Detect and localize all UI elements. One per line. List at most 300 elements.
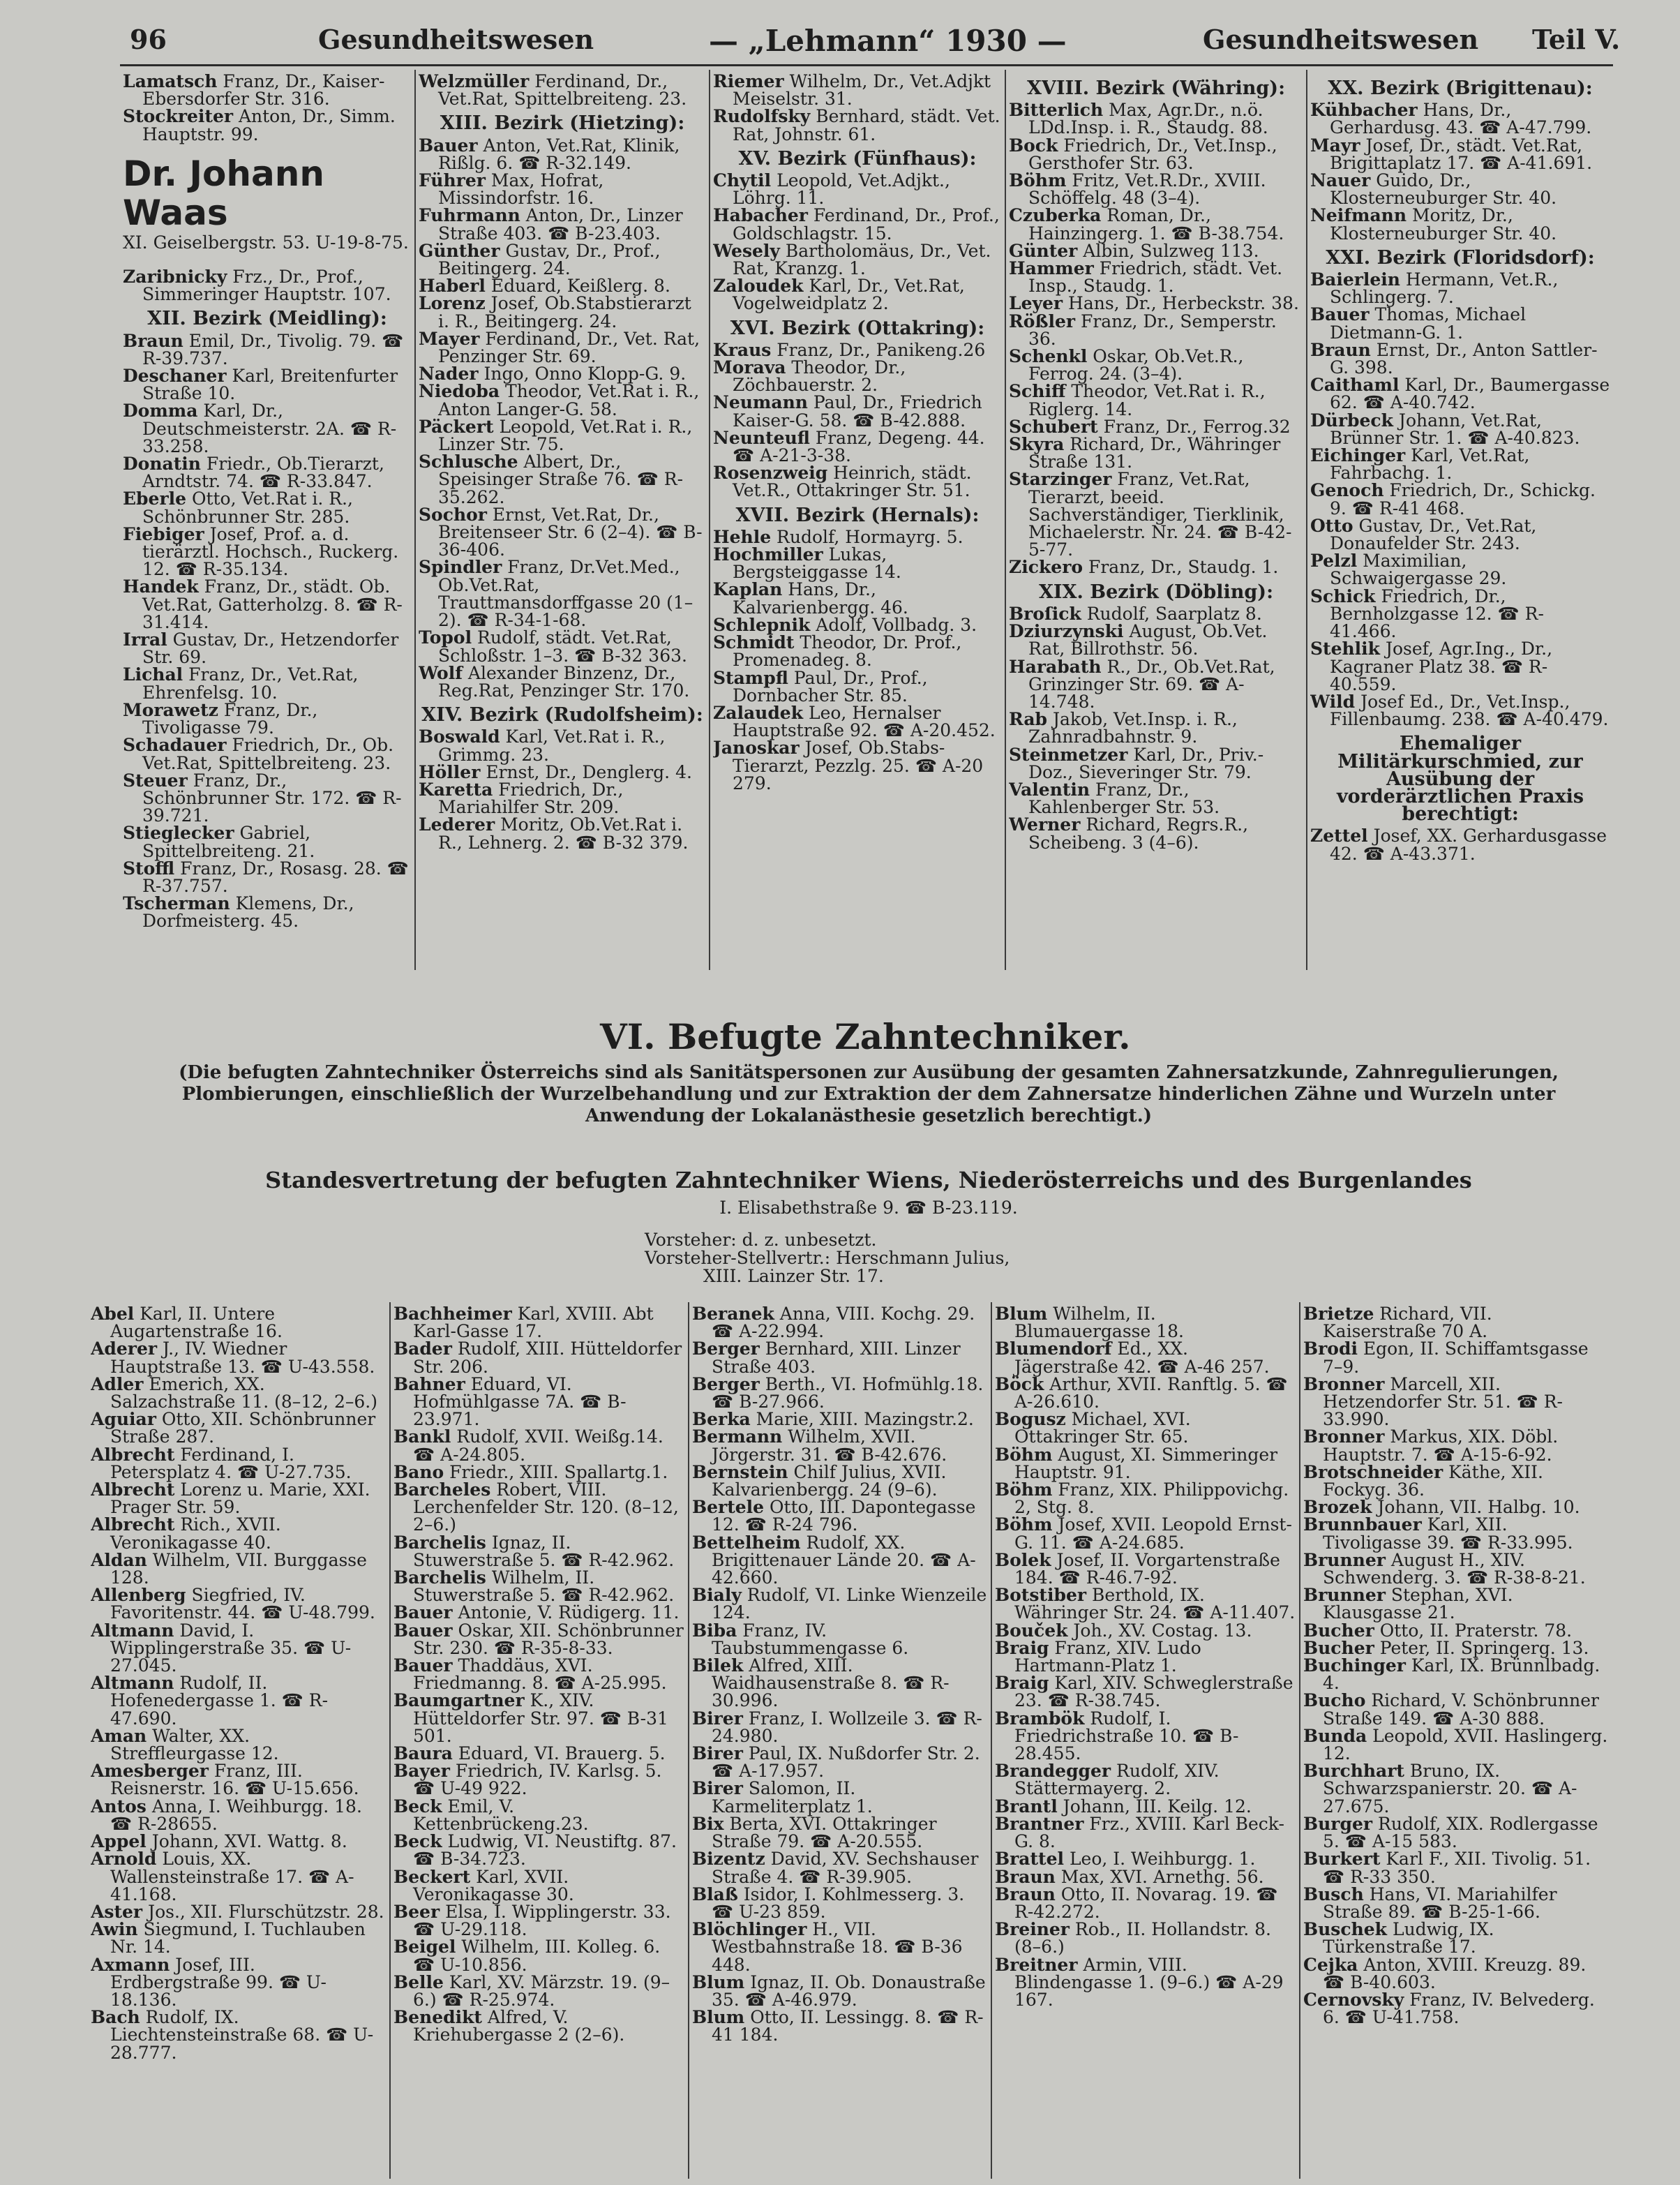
entry-details: Wilhelm, II. Blumauergasse 18. (1014, 1305, 1184, 1342)
entry-surname: Starzinger (1009, 469, 1112, 490)
entry-surname: Morawetz (123, 699, 218, 720)
entry-surname: Bogusz (995, 1409, 1066, 1430)
directory-entry (995, 1305, 1296, 1340)
directory-entry (393, 1762, 685, 1797)
directory-entry (1310, 588, 1610, 641)
entry-surname: Schmidt (713, 632, 795, 653)
bottom-column-5 (1303, 1305, 1610, 2177)
entry-surname: Schiff (1009, 381, 1066, 402)
entry-surname: Leyer (1009, 293, 1063, 314)
directory-entry (692, 1428, 988, 1463)
directory-entry (1310, 205, 1610, 244)
entry-details: Elsa, I. Wipplingerstr. 33. ☎ U-29.118. (413, 1901, 671, 1940)
entry-surname: Bano (393, 1461, 444, 1482)
entry-surname: Beranek (692, 1305, 774, 1324)
directory-entry (713, 107, 1002, 142)
entry-surname: Berger (692, 1373, 760, 1394)
entry-details: Otto, Vet.Rat i. R., Schönbrunner Str. 285. (142, 489, 353, 527)
directory-entry (1310, 552, 1610, 587)
directory-entry (692, 1410, 988, 1428)
entry-details: Rudolf, VI. Linke Wienzeile 124. (712, 1585, 987, 1623)
association-chair: Vorsteher: d. z. unbesetzt. (645, 1230, 877, 1250)
entry-surname: Brietze (1303, 1305, 1374, 1324)
entry-details: Karl, Vet.Rat i. R., Grimmg. 23. (438, 726, 666, 765)
bottom-column-2 (393, 1305, 685, 2177)
entry-details: Berthold, IX. Währinger Str. 24. ☎ A-11.407. (1014, 1585, 1296, 1623)
entry-surname: Schick (1310, 586, 1376, 606)
entry-surname: Höller (419, 761, 481, 782)
directory-entry (713, 242, 1002, 277)
entry-surname: Zalaudek (713, 702, 804, 723)
entry-surname: Günther (419, 240, 500, 261)
entry-details: XI. Geiselbergstr. 53. U-19-8-75. (123, 232, 409, 253)
entry-surname: Führer (419, 170, 486, 191)
directory-entry (692, 1463, 988, 1498)
entry-surname: Braig (995, 1673, 1049, 1694)
entry-surname: Beckert (393, 1866, 471, 1887)
entry-details: Josef, II. Vorgartenstraße 184. ☎ R-46.7-92. (1014, 1549, 1280, 1588)
entry-surname: Belle (393, 1971, 444, 1992)
directory-entry (713, 341, 1002, 359)
directory-entry (1009, 435, 1303, 470)
entry-details: August H., XIV. Schwenderg. 3. ☎ R-38-8-21. (1323, 1549, 1586, 1588)
directory-entry (995, 1762, 1296, 1797)
directory-entry (123, 772, 412, 825)
entry-surname: Berger (692, 1338, 760, 1359)
directory-entry (393, 1428, 685, 1463)
entry-details: Franz, Dr., Schönbrunner Str. 172. ☎ R-39.721. (142, 770, 402, 826)
entry-details: Ed., XX. Jägerstraße 42. ☎ A-46 257. (1014, 1338, 1270, 1377)
directory-entry (1303, 1428, 1610, 1463)
entry-details: Wilhelm, XVII. Jörgerstr. 31. ☎ B-42.676. (712, 1426, 947, 1465)
directory-entry (419, 781, 706, 816)
directory-entry (692, 1586, 988, 1621)
entry-surname: Genoch (1310, 480, 1384, 501)
entry-details: Ernst, Vet.Rat, Dr., Breitenseer Str. 6 (2–4). ☎ B-36-406. (438, 504, 703, 560)
entry-surname: Braun (1310, 339, 1371, 360)
entry-surname: Barchelis (393, 1567, 486, 1588)
entry-surname: Brunner (1303, 1549, 1386, 1570)
entry-surname: Burkert (1303, 1849, 1381, 1870)
directory-entry (1303, 1551, 1610, 1586)
entry-details: H., VII. Westbahnstraße 18. ☎ B-36 448. (712, 1919, 963, 1975)
entry-surname: Dziurzynski (1009, 621, 1124, 642)
directory-entry (419, 294, 706, 329)
entry-surname: Eberle (123, 489, 187, 509)
entry-details: R., Dr., Ob.Vet.Rat, Grinzinger Str. 69. ☎ A-14.748. (1028, 656, 1275, 712)
entry-details: David, I. Wipplingerstraße 35. ☎ U-27.045. (110, 1620, 352, 1676)
entry-surname: Wesely (713, 240, 780, 261)
entry-surname: Hammer (1009, 258, 1094, 279)
entry-surname: Böhm (995, 1514, 1053, 1535)
entry-details: Heinrich, städt. Vet.R., Ottakringer Str. 51. (733, 463, 972, 501)
directory-entry (1310, 412, 1610, 447)
bottom-column-1 (91, 1305, 387, 2177)
top-column-2 (419, 73, 706, 970)
directory-entry (995, 1375, 1296, 1410)
entry-details: Josef, Agr.Ing., Dr., Kagraner Platz 38. ☎ R-40.559. (1330, 639, 1553, 694)
entry-details: Theodor, Vet.Rat i. R., Riglerg. 14. (1028, 381, 1266, 419)
directory-entry (1310, 376, 1610, 411)
directory-entry (995, 1956, 1296, 2009)
entry-surname: Beer (393, 1901, 440, 1922)
entry-surname: Spindler (419, 557, 502, 578)
directory-entry (123, 701, 412, 736)
entry-surname: Wild (1310, 691, 1356, 712)
entry-details: Gustav, Dr., Vet.Rat, Donaufelder Str. 243. (1330, 515, 1537, 554)
directory-entry (995, 1586, 1296, 1621)
entry-surname: Birer (692, 1708, 743, 1729)
entry-surname: Skyra (1009, 434, 1065, 455)
entry-details: Johann, Vet.Rat, Brünner Str. 1. ☎ A-40.823. (1330, 410, 1580, 448)
district-heading: XII. Bezirk (Meidling): (147, 308, 387, 330)
directory-entry (1303, 1498, 1610, 1516)
entry-details: Fritz, Vet.R.Dr., XVIII. Schöffelg. 48 (3–4). (1028, 170, 1266, 209)
directory-entry (1310, 827, 1610, 862)
entry-details: Friedrich, städt. Vet. Insp., Staudg. 1. (1028, 258, 1283, 297)
directory-entry (1009, 294, 1303, 312)
entry-details: Josef, Ob.Stabs-Tierarzt, Pezzlg. 25. ☎ A-20 279. (733, 738, 984, 793)
entry-surname: Welzmüller (419, 73, 530, 91)
directory-entry (123, 332, 412, 367)
entry-details: Ernst, Dr., Denglerg. 4. (480, 761, 692, 782)
entry-surname: Brunnbauer (1303, 1514, 1422, 1535)
entry-surname: Bader (393, 1338, 452, 1359)
entry-details: Maximilian, Schwaigergasse 29. (1330, 551, 1507, 589)
entry-details: Berth., VI. Hofmühlg.18. ☎ B-27.966. (712, 1373, 984, 1412)
entry-surname: Bronner (1303, 1373, 1385, 1394)
entry-surname: Lorenz (419, 293, 486, 314)
entry-surname: Bauer (1310, 304, 1370, 325)
entry-details: Klemens, Dr., Dorfmeisterg. 45. (142, 893, 354, 932)
entry-surname: Chytil (713, 170, 772, 191)
entry-details: Franz, Dr., Ferrog.32 (1097, 416, 1291, 437)
entry-surname: Kraus (713, 339, 772, 360)
directory-entry (692, 1850, 988, 1885)
directory-entry (692, 1921, 988, 1974)
entry-surname: Beigel (393, 1937, 456, 1957)
entry-details: Arthur, XVII. Ranftlg. 5. ☎ A-26.610. (1014, 1373, 1288, 1412)
directory-entry (1303, 1639, 1610, 1657)
directory-entry (995, 1886, 1296, 1921)
entry-details: Karl, Dr., Baumergasse 62. ☎ A-40.742. (1330, 375, 1610, 413)
entry-surname: Morava (713, 357, 786, 378)
entry-surname: Braig (995, 1637, 1049, 1658)
entry-surname: Zickero (1009, 557, 1083, 578)
entry-details: Siegfried, IV. Favoritenstr. 44. ☎ U-48.799. (110, 1585, 375, 1623)
entry-details: Hermann, Vet.R., Schlingerg. 7. (1330, 269, 1559, 308)
entry-details: Eduard, VI. Brauerg. 5. (452, 1743, 666, 1764)
entry-details: Theodor, Vet.Rat i. R., Anton Langer-G. 58. (438, 381, 700, 419)
entry-surname: Schlusche (419, 452, 518, 472)
directory-entry (1303, 1921, 1610, 1955)
directory-entry (393, 1938, 685, 1973)
entry-surname: Aguiar (91, 1409, 156, 1430)
entry-surname: Broſick (1009, 603, 1081, 624)
directory-entry (123, 268, 412, 303)
directory-entry (713, 429, 1002, 464)
entry-details: Frz., Dr., Prof., Simmeringer Hauptstr. 107. (142, 267, 391, 305)
directory-entry (692, 1778, 988, 1817)
directory-entry (123, 578, 412, 631)
entry-surname: Braun (995, 1884, 1056, 1904)
entry-details: Wilhelm, II. Stuwerstraße 5. ☎ R-42.962. (413, 1567, 675, 1606)
entry-surname: Stoffl (123, 858, 175, 879)
entry-details: Gabriel, Spittelbreiteng. 21. (142, 823, 315, 861)
entry-surname: Bronner (1303, 1426, 1385, 1447)
entry-details: David, XV. Sechshauser Straße 4. ☎ R-39.905. (712, 1849, 979, 1887)
column-divider (389, 1302, 391, 2179)
entry-surname: Bucher (1303, 1620, 1374, 1641)
directory-entry (419, 506, 706, 559)
entry-surname: Busch (1303, 1884, 1364, 1904)
directory-entry (692, 2008, 988, 2043)
top-column-4 (1009, 73, 1303, 970)
entry-details: Otto, II. Praterstr. 78. (1374, 1620, 1573, 1641)
entry-details: Anna, VIII. Kochg. 29. ☎ A-22.994. (712, 1305, 975, 1342)
directory-entry (1303, 1727, 1610, 1762)
directory-entry (393, 1534, 685, 1569)
entry-details: Alfred, V. Kriehubergasse 2 (2–6). (413, 2007, 625, 2045)
column-divider (1005, 70, 1006, 970)
entry-surname: Bauer (393, 1620, 453, 1641)
entry-details: Bruno, IX. Schwarzspanierstr. 20. ☎ A-27.675. (1323, 1761, 1577, 1817)
entry-details: Franz, Dr., Kaiser-Ebersdorfer Str. 316. (142, 73, 385, 110)
entry-details: Johann, VII. Halbg. 10. (1372, 1497, 1580, 1518)
directory-entry (1310, 341, 1610, 376)
entry-details: K., XIV. Hütteldorfer Str. 97. ☎ B-31 501. (413, 1690, 668, 1746)
entry-details: Stephan, XVI. Klausgasse 21. (1323, 1585, 1513, 1623)
entry-surname: Bitterlich (1009, 100, 1104, 121)
directory-entry (692, 1498, 988, 1533)
entry-surname: Burger (1303, 1813, 1373, 1834)
entry-surname: Bucher (1303, 1637, 1374, 1658)
directory-entry (1303, 1762, 1610, 1815)
entry-surname: Schubert (1009, 416, 1098, 437)
directory-entry (393, 2008, 685, 2043)
directory-entry (713, 581, 1002, 616)
entry-details: Rudolf, XVII. Weißg.14. ☎ A-24.805. (413, 1426, 663, 1465)
entry-details: Hans, VI. Mariahilfer Straße 89. ☎ B-25-1-66. (1323, 1884, 1557, 1922)
directory-entry (713, 205, 1002, 244)
directory-entry (393, 1903, 685, 1938)
directory-entry (692, 1745, 988, 1780)
directory-entry (393, 1375, 685, 1429)
entry-surname: Habacher (713, 205, 808, 226)
entry-surname: Brunner (1303, 1585, 1386, 1606)
directory-entry (123, 107, 412, 142)
directory-entry (419, 137, 706, 172)
directory-entry (995, 1815, 1296, 1850)
entry-surname: Zaribnicky (123, 267, 227, 288)
entry-details: Guido, Dr., Klosterneuburger Str. 40. (1330, 170, 1557, 209)
entry-details: Ingo, Onno Klopp-G. 9. (478, 364, 687, 385)
entry-surname: Birer (692, 1778, 743, 1799)
directory-entry (123, 631, 412, 666)
directory-entry (692, 1305, 988, 1340)
entry-details: Franz, XIX. Philippovichg. 2, Stg. 8. (1014, 1479, 1289, 1518)
entry-details: Richard, Regrs.R., Scheibeng. 3 (4–6). (1028, 814, 1249, 853)
entry-details: Ferdinand, I. Petersplatz 4. ☎ U-27.735. (110, 1444, 352, 1482)
entry-surname: Böhm (1009, 170, 1067, 191)
directory-entry (393, 1305, 685, 1340)
entry-details: Josef, Prof. a. d. tierärztl. Hochsch., Ruckerg. 12. ☎ R-35.134. (142, 523, 399, 580)
entry-surname: Lederer (419, 814, 495, 835)
directory-entry (995, 1446, 1296, 1481)
entry-details: Roman, Dr., Hainzingerg. 1. ☎ B-38.754. (1028, 205, 1284, 244)
entry-surname: Werner (1009, 814, 1081, 835)
entry-details: Max, Agr.Dr., n.ö. LDd.Insp. i. R., Staudg. 88. (1028, 100, 1268, 138)
entry-surname: Sochor (419, 504, 487, 525)
directory-entry (713, 634, 1002, 669)
entry-details: Ludwig, VI. Neustiftg. 87. ☎ B-34.723. (413, 1831, 677, 1870)
entry-details: Friedrich, Dr., Vet.Insp., Gersthofer Str. 63. (1028, 135, 1277, 173)
directory-entry (123, 73, 412, 110)
entry-surname: Stockreiter (123, 106, 234, 127)
entry-surname: Berka (692, 1409, 751, 1430)
entry-details: Oskar, Ob.Vet.R., Ferrog. 24. (3–4). (1028, 346, 1244, 385)
directory-entry (91, 1850, 387, 1903)
entry-surname: Bauer (393, 1602, 453, 1623)
entry-details: Antonie, V. Rüdigerg. 11. (452, 1602, 680, 1623)
directory-entry (419, 172, 706, 207)
entry-surname: Blaß (692, 1884, 738, 1904)
directory-entry (393, 1481, 685, 1534)
directory-entry (91, 1586, 387, 1621)
entry-surname: Bertele (692, 1497, 765, 1518)
directory-entry (1009, 258, 1303, 297)
entry-surname: Beck (393, 1831, 442, 1852)
directory-entry (1009, 658, 1303, 711)
entry-details: Franz, Dr., städt. Ob. Vet.Rat, Gatterholzg. 8. ☎ R-31.414. (142, 576, 403, 632)
directory-entry (692, 1971, 988, 2010)
entry-surname: Allenberg (91, 1585, 186, 1606)
entry-surname: Bahner (393, 1373, 465, 1394)
entry-details: Rudolf, XX. Brigittenauer Lände 20. ☎ A-42.660. (712, 1532, 976, 1588)
directory-entry (419, 816, 706, 851)
entry-details: Otto, II. Novarag. 19. ☎ R-42.272. (1014, 1884, 1278, 1922)
directory-entry (1310, 640, 1610, 693)
entry-details: Paul, Dr., Prof., Dornbacher Str. 85. (733, 667, 928, 706)
entry-details: Leopold, Vet.Adjkt., Löhrg. 11. (733, 170, 950, 209)
directory-entry (995, 1674, 1296, 1709)
entry-details: Eduard, VI. Hofmühlgasse 7A. ☎ B-23.971. (413, 1373, 627, 1430)
entry-surname: Karetta (419, 779, 493, 800)
entry-details: Theodor, Dr. Prof., Promenadeg. 8. (733, 632, 962, 671)
entry-surname: Stampfl (713, 667, 788, 688)
entry-details: Lukas, Bergsteiggasse 14. (733, 544, 901, 583)
directory-entry (419, 364, 706, 385)
entry-details: August, Ob.Vet. Rat, Billrothstr. 56. (1028, 621, 1268, 659)
entry-surname: Appel (91, 1831, 147, 1852)
directory-entry (1303, 1463, 1610, 1498)
entry-details: Max, XVI. Arnethg. 56. (1055, 1866, 1264, 1887)
directory-entry (1009, 205, 1303, 244)
entry-details: Josef, Ob.Stabstierarzt i. R., Beitingerg. 24. (438, 293, 691, 331)
district-heading: XIX. Bezirk (Döbling): (1038, 581, 1274, 603)
directory-entry (1310, 480, 1610, 519)
entry-details: Albin, Sulzweg 113. (1077, 240, 1259, 261)
entry-details: Ferdinand, Dr., Prof., Goldschlagstr. 15. (733, 205, 1000, 244)
entry-surname: Arnold (91, 1849, 157, 1870)
directory-entry (995, 1798, 1296, 1815)
entry-surname: Topol (419, 627, 472, 648)
entry-surname: Bunda (1303, 1725, 1367, 1746)
entry-surname: Irral (123, 629, 167, 650)
entry-details: Franz, Dr., Kahlenberger Str. 53. (1028, 779, 1220, 818)
entry-surname: Brantner (995, 1813, 1084, 1834)
directory-entry (995, 1639, 1296, 1674)
entry-surname: Niedoba (419, 381, 500, 402)
association-address: I. Elisabethstraße 9. ☎ B-23.119. (719, 1198, 1018, 1218)
entry-surname: Biba (692, 1620, 737, 1641)
entry-details: Richard, V. Schönbrunner Straße 149. ☎ A-30 888. (1323, 1690, 1599, 1729)
directory-entry (91, 1727, 387, 1762)
entry-surname: Wolf (419, 662, 463, 683)
directory-entry (419, 629, 706, 664)
entry-details: Karl, XVIII. Abt Karl-Gasse 17. (413, 1305, 654, 1342)
directory-entry (692, 1657, 988, 1710)
entry-surname: Hehle (713, 526, 772, 547)
entry-details: Ignaz, II. Ob. Donaustraße 35. ☎ A-46.979. (712, 1971, 986, 2010)
entry-details: Hans, Dr., Kalvarienbergg. 46. (733, 579, 908, 618)
entry-details: Rob., II. Hollandstr. 8. (8–6.) (1014, 1919, 1271, 1957)
entry-surname: Haberl (419, 276, 486, 297)
entry-surname: Böhm (995, 1444, 1053, 1465)
entry-surname: Blumendorf (995, 1338, 1112, 1359)
directory-entry (91, 2008, 387, 2061)
directory-entry (393, 1868, 685, 1903)
association-deputy-address: XIII. Lainzer Str. 17. (703, 1266, 884, 1286)
entry-surname: Antos (91, 1796, 147, 1817)
entry-surname: Baumgartner (393, 1690, 525, 1711)
entry-surname: Rosenzweig (713, 463, 828, 484)
directory-entry (1310, 447, 1610, 482)
entry-details: Bernhard, städt. Vet. Rat, Johnstr. 61. (733, 106, 1000, 144)
district-heading: XV. Bezirk (Fünfhaus): (738, 147, 977, 170)
association-deputy: Vorsteher-Stellvertr.: Herschmann Julius, (645, 1248, 1010, 1268)
directory-entry (91, 1340, 387, 1375)
directory-entry (1303, 1516, 1610, 1551)
entry-surname: Aldan (91, 1549, 147, 1570)
entry-details: Markus, XIX. Döbl. Hauptstr. 7. ☎ A-15-6-92. (1323, 1426, 1559, 1465)
directory-entry (1009, 242, 1303, 260)
entry-details: Jos., XII. Flurschützstr. 28. (142, 1901, 384, 1922)
directory-entry (1310, 517, 1610, 552)
entry-details: Alexander Binzenz, Dr., Reg.Rat, Penzinger Str. 170. (438, 662, 690, 701)
entry-details: Franz, Dr., Rosasg. 28. ☎ R-37.757. (142, 858, 409, 896)
entry-details: Anton, Dr., Simm. Hauptstr. 99. (142, 106, 396, 144)
entry-surname: Böhm (995, 1479, 1053, 1500)
directory-entry (1009, 101, 1303, 136)
directory-entry (393, 1745, 685, 1762)
entry-surname: Barchelis (393, 1532, 486, 1553)
entry-surname: Fuhrmann (419, 205, 520, 226)
directory-entry (713, 616, 1002, 634)
directory-entry (419, 728, 706, 763)
directory-entry (419, 418, 706, 453)
entry-surname: Buchinger (1303, 1655, 1406, 1676)
entry-details: Karl, II. Untere Augartenstraße 16. (110, 1305, 283, 1342)
entry-details: Bernhard, XIII. Linzer Straße 403. (712, 1338, 961, 1377)
entry-details: Richard, VII. Kaiserstraße 70 A. (1323, 1305, 1492, 1342)
entry-details: Salomon, II. Karmeliterplatz 1. (712, 1778, 873, 1817)
entry-surname: Lichal (123, 664, 183, 685)
entry-details: Rudolf, Hormayrg. 5. (771, 526, 963, 547)
directory-entry (91, 1921, 387, 1955)
entry-surname: Cejka (1303, 1954, 1358, 1975)
entry-details: Michael, XVI. Ottakringer Str. 65. (1014, 1409, 1191, 1447)
